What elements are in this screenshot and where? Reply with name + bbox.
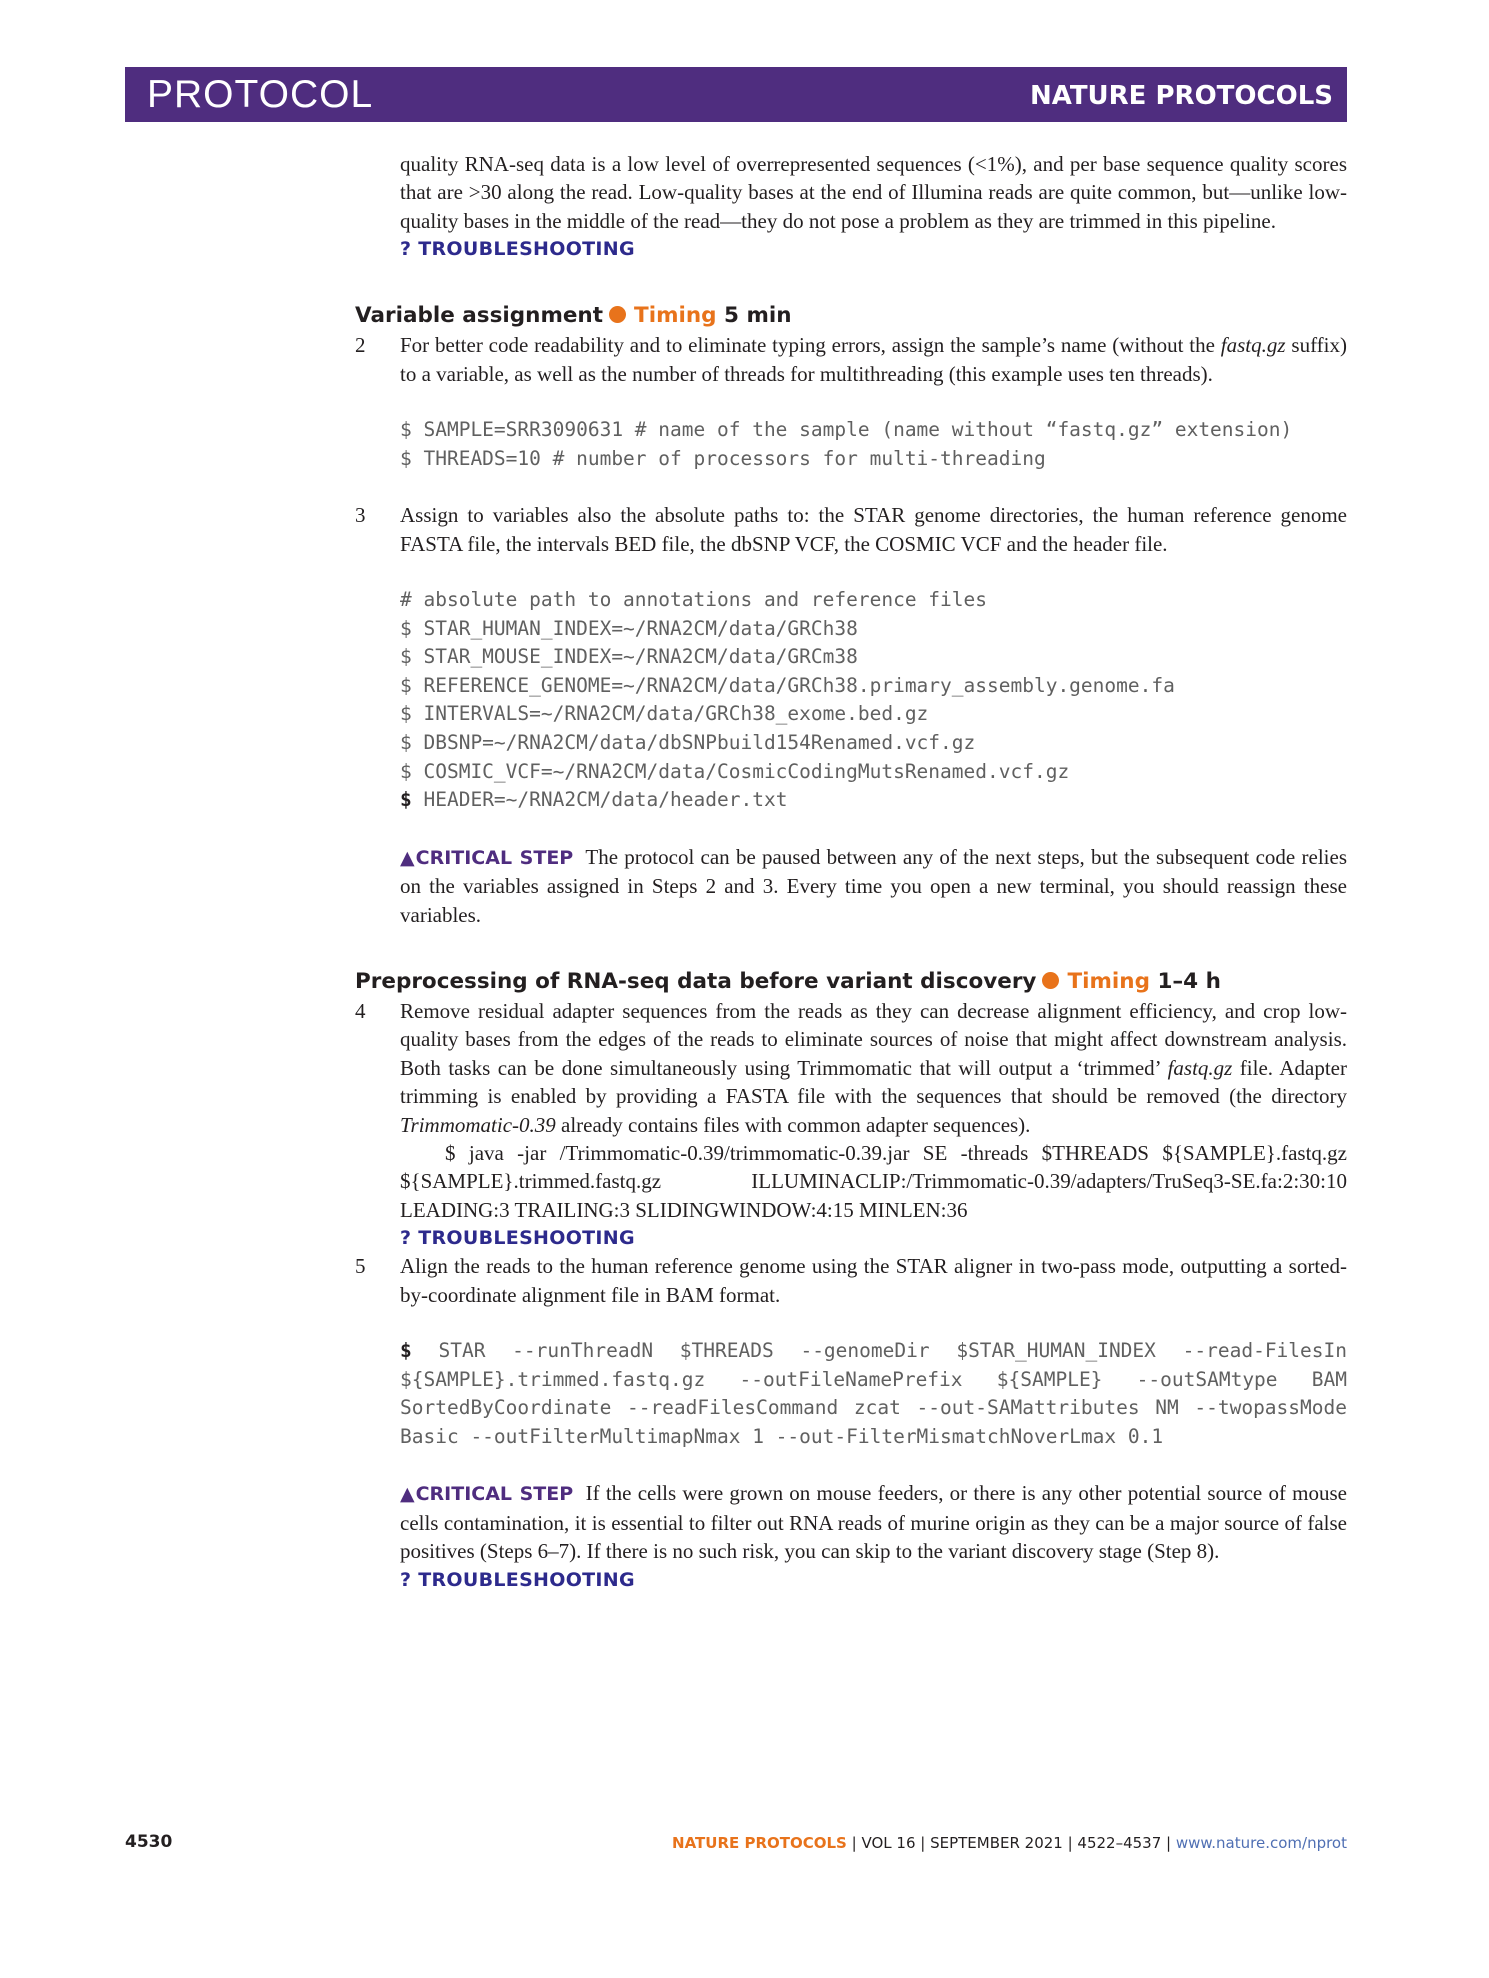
code-line: $ INTERVALS=~/RNA2CM/data/GRCh38_exome.bed.gz bbox=[400, 702, 929, 726]
step-text-part: suffix) to a variable, as well as the number of threads for multithreading (this example uses ten threads). bbox=[400, 333, 1348, 386]
code-prompt: $ bbox=[400, 1339, 412, 1363]
code-block bbox=[400, 1337, 1347, 1451]
header-bar bbox=[125, 67, 1347, 122]
step-number: 2 bbox=[355, 333, 366, 358]
timing-value: 5 min bbox=[724, 303, 792, 329]
footer-url-link[interactable]: www.nature.com/nprot bbox=[1175, 1834, 1347, 1852]
troubleshooting-link[interactable]: ? TROUBLESHOOTING bbox=[400, 1568, 635, 1591]
code-line: $ DBSNP=~/RNA2CM/data/dbSNPbuild154Renamed.vcf.gz bbox=[400, 731, 976, 754]
timing-label: Timing bbox=[634, 303, 717, 329]
step-text-emphasis: fastq.gz bbox=[1167, 1055, 1233, 1080]
code-line: $ REFERENCE_GENOME=~/RNA2CM/data/GRCh38.primary_assembly.genome.fa bbox=[400, 673, 1175, 697]
step-3 bbox=[355, 501, 1347, 815]
step-text-part: Remove residual adapter sequences from the reads as they can decrease alignment efficiency, and crop low-quality bases from the edges of the reads to eliminate sources of noise that might affect downstream analysis. Both tasks can be done simultaneously using Trimmomatic that will output a ‘trimmed’ bbox=[400, 999, 1347, 1080]
footer-journal-name: NATURE PROTOCOLS bbox=[672, 1834, 847, 1852]
troubleshooting-link[interactable]: ? TROUBLESHOOTING bbox=[400, 238, 635, 261]
step-text-part: For better code readability and to eliminate typing errors, assign the sample’s name (without the bbox=[400, 333, 1221, 358]
timing-dot-icon bbox=[609, 306, 626, 323]
code-line: $ THREADS=10 # number of processors for multi-threading bbox=[400, 446, 1046, 470]
section-title: Preprocessing of RNA-seq data before variant discovery bbox=[355, 969, 1037, 994]
command-text: $ java -jar /Trimmomatic-0.39/trimmomatic-0.39.jar SE -threads $THREADS ${SAMPLE}.fastq.gz ${SAMPLE}.trimmed.fastq.gz ILLUMINACLIP:/Trimmomatic-0.39/adapters/TruSeq3-SE.fa:2:30:10 LEADING:3 TRAILING:3 SLIDINGWINDOW:4:15 MINLEN:36 bbox=[400, 1141, 1347, 1222]
critical-step-note bbox=[400, 1479, 1347, 1565]
article-type-label: PROTOCOL bbox=[147, 73, 374, 116]
step-text-part: file. Adapter trimming is enabled by providing a FASTA file with the sequences that should be removed (the directory bbox=[400, 1055, 1347, 1109]
main-content bbox=[355, 150, 1348, 1594]
journal-name-header: NATURE PROTOCOLS bbox=[1029, 81, 1333, 111]
troubleshooting-link[interactable]: ? TROUBLESHOOTING bbox=[400, 1227, 635, 1250]
section-heading-preprocessing bbox=[355, 967, 1347, 997]
step-number: 3 bbox=[355, 503, 366, 528]
timing-value: 1–4 h bbox=[1157, 969, 1221, 994]
step-text: Assign to variables also the absolute paths to: the STAR genome directories, the human reference genome FASTA file, the intervals BED file, the dbSNP VCF, the COSMIC VCF and the header file. bbox=[400, 503, 1347, 556]
step-text bbox=[400, 331, 1347, 388]
code-prompt: $ bbox=[400, 788, 412, 812]
step-text bbox=[400, 997, 1347, 1139]
code-line: $ SAMPLE=SRR3090631 # name of the sample (name without “fastq.gz” extension) bbox=[400, 418, 1293, 442]
step-text-emphasis: fastq.gz bbox=[1220, 333, 1286, 358]
timing-dot-icon bbox=[1042, 972, 1059, 989]
code-line: $ STAR_MOUSE_INDEX=~/RNA2CM/data/GRCm38 bbox=[400, 645, 858, 669]
critical-step-text: If the cells were grown on mouse feeders, or there is any other potential source of mouse cells contamination, it is essential to filter out RNA reads of murine origin as they can be a major source of false positives (Steps 6–7). If there is no such risk, you can skip to the variant discovery stage (Step 8). bbox=[400, 1481, 1347, 1564]
timing-label: Timing bbox=[1067, 969, 1150, 994]
intro-paragraph: quality RNA-seq data is a low level of overrepresented sequences (<1%), and per base sequence quality scores that are >30 along the read. Low-quality bases at the end of Illumina reads are quite common, but—unlike low-quality bases in the middle of the read—they do not pose a problem as they are trimmed in this pipeline. bbox=[400, 152, 1347, 233]
step-number: 4 bbox=[355, 999, 366, 1023]
step-number: 5 bbox=[355, 1254, 366, 1279]
section-title: Variable assignment bbox=[355, 303, 604, 329]
code-line: $ STAR_HUMAN_INDEX=~/RNA2CM/data/GRCh38 bbox=[400, 616, 858, 640]
code-line bbox=[400, 786, 1347, 815]
section-heading-variable-assignment bbox=[355, 301, 1347, 331]
critical-step-note bbox=[400, 843, 1347, 929]
footer-citation bbox=[672, 1834, 1347, 1852]
step-text-emphasis: Trimmomatic-0.39 bbox=[400, 1112, 556, 1137]
page-number: 4530 bbox=[125, 1832, 173, 1852]
code-text: STAR --runThreadN $THREADS --genomeDir $STAR_HUMAN_INDEX --read-FilesIn ${SAMPLE}.trimmed.fastq.gz --outFileNamePrefix ${SAMPLE} --outSAMtype BAM SortedByCoordinate --readFilesCommand zcat --out-SAMattributes NM --twopassMode Basic --outFilterMultimapNmax 1 --out-FilterMismatchNoverLmax 0.1 bbox=[400, 1339, 1347, 1448]
step-4 bbox=[355, 997, 1347, 1252]
code-line: $ COSMIC_VCF=~/RNA2CM/data/CosmicCodingMutsRenamed.vcf.gz bbox=[400, 759, 1070, 783]
step-text: Align the reads to the human reference genome using the STAR aligner in two-pass mode, outputting a sorted-by-coordinate alignment file in BAM format. bbox=[400, 1254, 1347, 1307]
code-text: HEADER=~/RNA2CM/data/header.txt bbox=[411, 788, 788, 812]
critical-step-label: ▲CRITICAL STEP bbox=[400, 1483, 574, 1506]
critical-step-label: ▲CRITICAL STEP bbox=[400, 846, 574, 869]
code-line: # absolute path to annotations and reference files bbox=[400, 588, 987, 612]
step-2 bbox=[355, 331, 1348, 473]
critical-step-text: The protocol can be paused between any of the next steps, but the subsequent code relies on the variables assigned in Steps 2 and 3. Every time you open a new terminal, you should reassign these variables. bbox=[400, 844, 1347, 927]
footer-volume-info: | VOL 16 | SEPTEMBER 2021 | 4522–4537 | bbox=[846, 1834, 1176, 1852]
step-5 bbox=[355, 1252, 1347, 1451]
step-text-part: already contains files with common adapter sequences). bbox=[555, 1112, 1031, 1137]
